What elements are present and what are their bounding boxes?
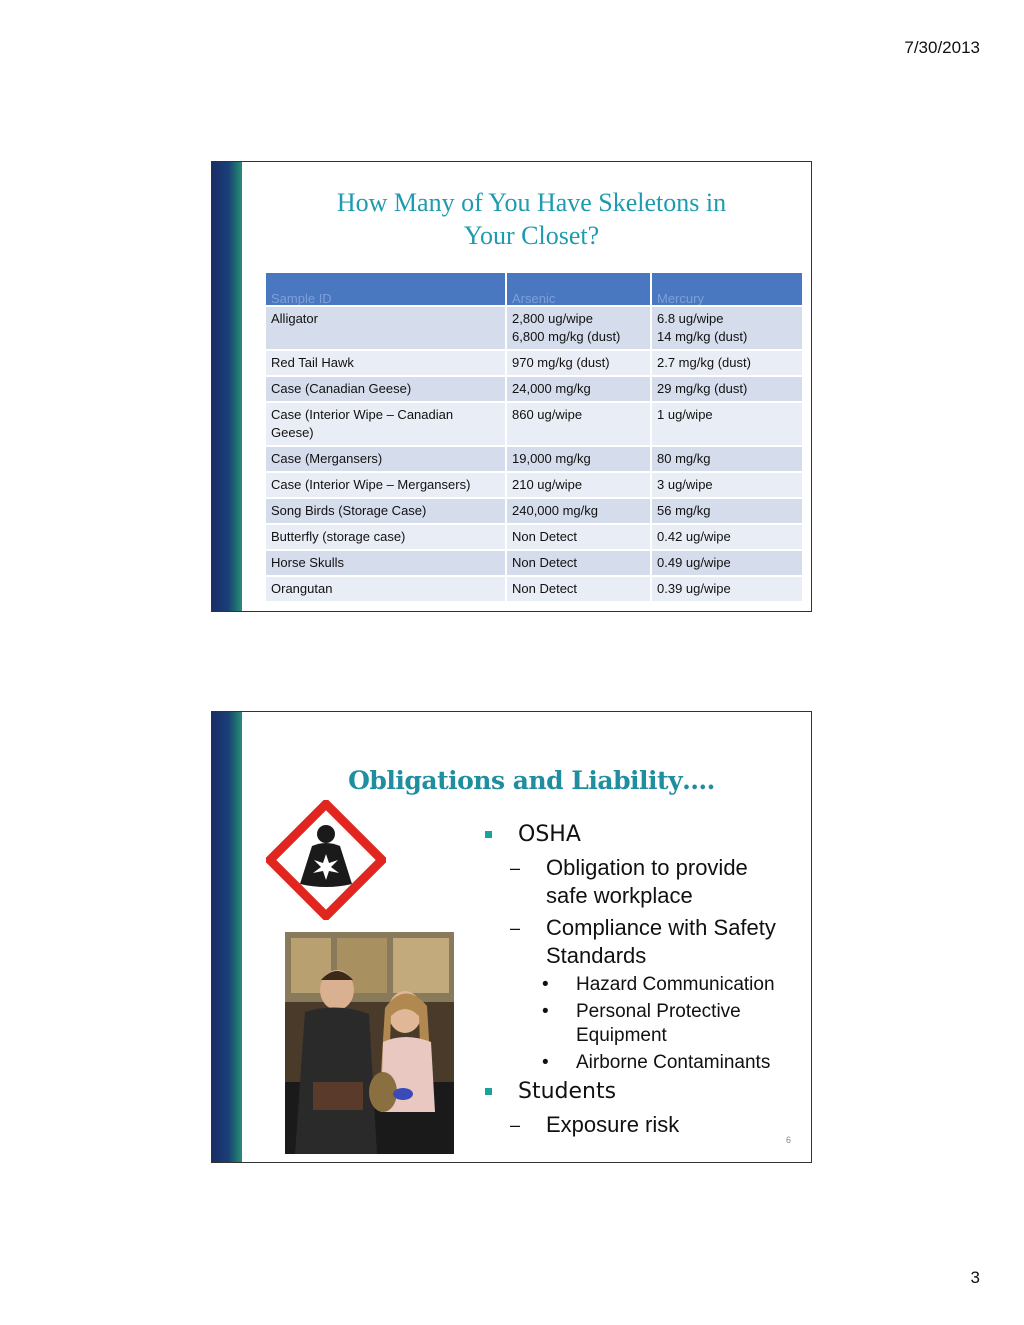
header-mercury: Mercury: [652, 273, 804, 305]
cell-mercury: 0.39 ug/wipe: [652, 577, 804, 601]
dot-bullet-icon: •: [542, 1052, 549, 1073]
cell-arsenic: Non Detect: [507, 525, 652, 549]
cell-mercury: 56 mg/kg: [652, 499, 804, 523]
cell-sample: Case (Mergansers): [266, 447, 507, 471]
cell-line: 6,800 mg/kg (dust): [512, 329, 621, 344]
cell-arsenic: 210 ug/wipe: [507, 473, 652, 497]
slide-accent-bar: [212, 162, 242, 611]
cell-sample: Red Tail Hawk: [266, 351, 507, 375]
table-row: [266, 377, 804, 401]
bullet-list: [482, 820, 812, 1139]
dot-bullet-icon: •: [542, 1001, 549, 1022]
slide-title: [252, 186, 811, 252]
cell-mercury: 3 ug/wipe: [652, 473, 804, 497]
square-bullet-icon: [485, 831, 492, 838]
sub-bullet-obligation: [482, 854, 812, 910]
cell-arsenic: Non Detect: [507, 577, 652, 601]
cell-sample: Horse Skulls: [266, 551, 507, 575]
bullet-text: Equipment: [576, 1025, 667, 1046]
slide-accent-bar: [212, 712, 242, 1162]
title-line-1: How Many of You Have Skeletons in: [336, 188, 727, 217]
square-bullet-icon: [485, 1088, 492, 1095]
bullet-students: [482, 1077, 812, 1107]
cell-arsenic: 24,000 mg/kg: [507, 377, 652, 401]
table-row: [266, 351, 804, 375]
health-hazard-pictogram-icon: [266, 800, 386, 920]
page-number: 3: [970, 1268, 980, 1287]
bullet-text: Compliance with Safety: [546, 915, 776, 940]
cell-line: Case (Interior Wipe – Canadian: [271, 407, 454, 422]
cell-line: 6.8 ug/wipe: [657, 311, 724, 326]
cell-mercury: 2.7 mg/kg (dust): [652, 351, 804, 375]
sub-sub-bullet-hazard-communication: [482, 973, 812, 997]
cell-sample: Case (Canadian Geese): [266, 377, 507, 401]
cell-mercury: 29 mg/kg (dust): [652, 377, 804, 401]
dot-bullet-icon: •: [542, 974, 549, 995]
bullet-text: Hazard Communication: [576, 974, 775, 995]
dash-bullet-icon: –: [510, 858, 521, 878]
cell-mercury: 1 ug/wipe: [652, 403, 804, 445]
cell-arsenic: [507, 307, 652, 349]
sub-bullet-compliance: [482, 914, 812, 970]
cell-arsenic: 240,000 mg/kg: [507, 499, 652, 523]
slide-number: 6: [785, 1135, 791, 1145]
cell-sample: Case (Interior Wipe – Mergansers): [266, 473, 507, 497]
slide-title: Obligations and Liability….: [348, 766, 715, 795]
bullet-text: Students: [518, 1079, 617, 1104]
cell-sample: Alligator: [266, 307, 507, 349]
cell-line: 14 mg/kg (dust): [657, 329, 748, 344]
table-row: [266, 499, 804, 523]
cell-sample: Orangutan: [266, 577, 507, 601]
slide-obligations: [211, 711, 812, 1163]
cell-mercury: 0.42 ug/wipe: [652, 525, 804, 549]
table-row: [266, 307, 804, 349]
cell-sample: Butterfly (storage case): [266, 525, 507, 549]
bullet-text: safe workplace: [546, 883, 693, 908]
title-line-2: Your Closet?: [463, 221, 600, 250]
sub-bullet-exposure: [482, 1111, 812, 1139]
cell-sample: [266, 403, 507, 445]
bullet-text: Exposure risk: [546, 1112, 680, 1137]
bullet-text: Airborne Contaminants: [576, 1052, 771, 1073]
cell-sample: Song Birds (Storage Case): [266, 499, 507, 523]
cell-arsenic: 860 ug/wipe: [507, 403, 652, 445]
cell-mercury: 0.49 ug/wipe: [652, 551, 804, 575]
cell-line: 2,800 ug/wipe: [512, 311, 593, 326]
header-arsenic: Arsenic: [507, 273, 652, 305]
cell-mercury: 80 mg/kg: [652, 447, 804, 471]
slide-skeletons: [211, 161, 812, 612]
table-row: [266, 447, 804, 471]
table-row: [266, 551, 804, 575]
table-row: [266, 403, 804, 445]
cell-line: Geese): [271, 425, 314, 440]
table-row: [266, 525, 804, 549]
bullet-text: Obligation to provide: [546, 855, 748, 880]
sub-sub-bullet-ppe: [482, 1000, 812, 1048]
table-row: [266, 473, 804, 497]
header-sample-id: Sample ID: [266, 273, 507, 305]
table-header-row: [266, 273, 804, 305]
dash-bullet-icon: –: [510, 1115, 521, 1135]
cell-arsenic: 19,000 mg/kg: [507, 447, 652, 471]
cell-mercury: [652, 307, 804, 349]
bullet-osha: [482, 820, 812, 850]
table-row: [266, 577, 804, 601]
bullet-text: Personal Protective: [576, 1001, 741, 1022]
bullet-text: Standards: [546, 943, 647, 968]
bullet-text: OSHA: [518, 822, 581, 847]
dash-bullet-icon: –: [510, 918, 521, 938]
cell-arsenic: 970 mg/kg (dust): [507, 351, 652, 375]
sub-sub-bullet-airborne: [482, 1051, 812, 1075]
page-date: 7/30/2013: [904, 38, 980, 57]
cell-arsenic: Non Detect: [507, 551, 652, 575]
sample-results-table: [266, 271, 804, 603]
lab-students-photo: [285, 932, 454, 1154]
